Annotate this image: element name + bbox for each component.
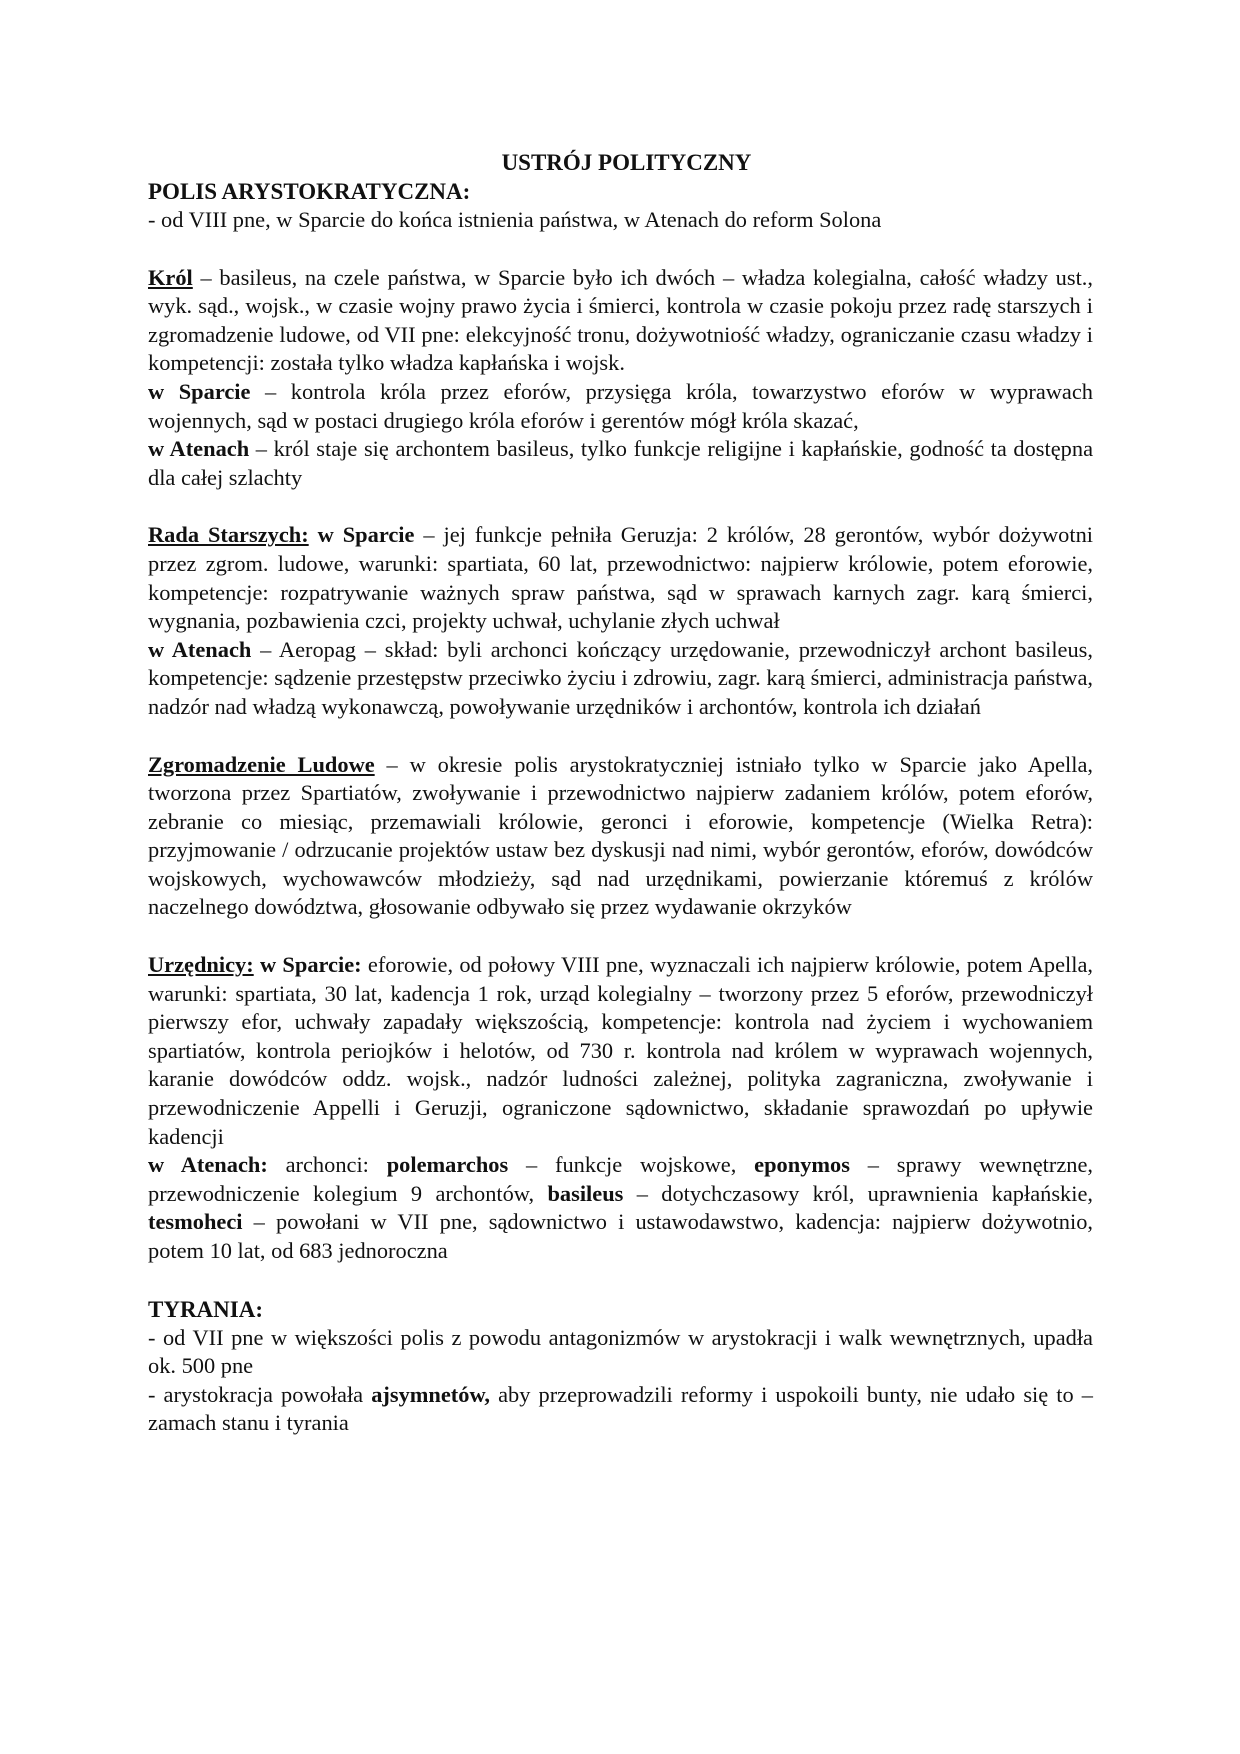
text-run: aby przeprowadzili reformy i uspokoili bunty, nie udało się to – zamach stanu i tyrania	[148, 1381, 1093, 1436]
text-run: – powołani w VII pne, sądownictwo i ustawodawstwo, kadencja: najpierw dożywotnio, potem 10 lat, od 683 jednoroczna	[148, 1209, 1093, 1263]
text-run: – sprawy wewnętrzne, przewodniczenie kolegium 9 archontów,	[148, 1152, 1093, 1206]
term-urzednicy: Urzędnicy:	[148, 952, 254, 978]
paragraph-krol	[148, 264, 1093, 378]
text-run: archonci:	[267, 1152, 387, 1178]
section-heading-tyrania: TYRANIA:	[148, 1296, 263, 1322]
spacer	[148, 492, 1093, 521]
text-run: - arystokracja powołała	[148, 1381, 372, 1407]
label-sparta: w Sparcie:	[253, 952, 362, 978]
krol-text: – basileus, na czele państwa, w Sparcie było ich dwóch – władza kolegialna, całość władzy ust., wyk. sąd., wojsk., w czasie wojny prawo życia i śmierci, kontrola w czasie pokoju przez radę starszych i zgromadzenie ludowe, od VII pne: elekcyjność tronu, dożywotniość władzy, ograniczanie czasu władzy i kompetencji: została tylko władza kapłańska i wojsk.	[148, 264, 1093, 376]
paragraph-tyrania-1: - od VII pne w większości polis z powodu antagonizmów w arystokracji i walk wewnętrznych, upadła ok. 500 pne	[148, 1324, 1093, 1379]
label-ateny: w Atenach:	[148, 1152, 268, 1178]
rada-sparta-text: – jej funkcje pełniła Geruzja: 2 królów, 28 gerontów, wybór dożywotni przez zgrom. ludowe, warunki: spartiata, 60 lat, przewodnictwo: najpierw królowie, potem eforowie, kompetencje: rozpatrywanie ważnych spraw państwa, sąd w sprawach karnych zagr. karą śmierci, wygnania, pozbawienia czci, projekty uchwał, uchylanie złych uchwał	[148, 522, 1093, 634]
term-tesmoheci: tesmoheci	[148, 1209, 243, 1235]
paragraph-urzednicy	[148, 951, 1093, 1151]
spacer	[148, 235, 1093, 264]
spacer	[148, 1266, 1093, 1295]
term-rada: Rada Starszych:	[148, 522, 309, 548]
krol-ateny-text: – król staje się archontem basileus, tylko funkcje religijne i kapłańskie, godność ta dostępna dla całej szlachty	[148, 436, 1094, 490]
spacer	[148, 922, 1093, 951]
text-run: – dotychczasowy król, uprawnienia kapłańskie,	[623, 1180, 1094, 1206]
paragraph-rada	[148, 521, 1093, 635]
term-ajsymnetow: ajsymnetów,	[371, 1381, 490, 1407]
page-title: USTRÓJ POLITYCZNY	[501, 150, 752, 175]
term-basileus: basileus	[547, 1180, 624, 1206]
paragraph-zgromadzenie	[148, 751, 1093, 923]
label-ateny: w Atenach	[148, 436, 250, 462]
rada-ateny-text: – Aeropag – skład: byli archonci kończący urzędowanie, przewodniczył archont basileus, kompetencje: sądzenie przestępstw przeciwko życiu i zdrowiu, zagr. karą śmierci, administracja państwa, nadzór nad władzą wykonawczą, powoływanie urzędników i archontów, kontrola ich działań	[148, 636, 1093, 719]
paragraph-tyrania-2	[148, 1381, 1093, 1438]
spacer	[148, 722, 1093, 751]
polis-intro: - od VIII pne, w Sparcie do końca istnienia państwa, w Atenach do reform Solona	[148, 207, 882, 232]
term-zgromadzenie: Zgromadzenie Ludowe	[148, 751, 375, 777]
paragraph-rada-ateny	[148, 636, 1093, 722]
urzednicy-sparta-text: eforowie, od połowy VIII pne, wyznaczali ich najpierw królowie, potem Apella, warunki: spartiata, 30 lat, kadencja 1 rok, urząd kolegialny – tworzony przez 5 eforów, przewodniczył pierwszy efor, uchwały zapadały większością, kompetencje: kontrola nad życiem i wychowaniem spartiatów, kontrola periojków i helotów, od 730 r. kontrola nad królem w wyprawach wojennych, karanie dowódców oddz. wojsk., nadzór ludności zależnej, polityka zagraniczna, zwoływanie i przewodniczenie Appelli i Geruzji, ograniczone sądownictwo, składanie sprawozdań po upływie kadencji	[148, 952, 1093, 1149]
label-sparta: w Sparcie	[308, 522, 415, 548]
paragraph-urzednicy-ateny	[148, 1151, 1093, 1265]
term-krol: Król	[148, 264, 193, 290]
paragraph-krol-sparta	[148, 378, 1093, 435]
zgromadzenie-text: – w okresie polis arystokratyczniej istniało tylko w Sparcie jako Apella, tworzona przez Spartiatów, zwoływanie i przewodnictwo najpierw zadaniem królów, potem eforów, zebranie co miesiąc, przemawiali królowie, geronci i eforowie, kompetencje (Wielka Retra): przyjmowanie / odrzucanie projektów ustaw bez dyskusji nad nimi, wybór gerontów, eforów, dowódców wojskowych, wychowawców młodzieży, sąd nad urzędnikami, powierzanie któremuś z królów naczelnego dowództwa, głosowanie odbywało się przez wydawanie okrzyków	[148, 751, 1093, 920]
paragraph-krol-ateny	[148, 435, 1093, 492]
term-polemarchos: polemarchos	[386, 1152, 509, 1178]
krol-sparta-text: – kontrola króla przez eforów, przysięga króla, towarzystwo eforów w wyprawach wojennych, sąd w postaci drugiego króla eforów i gerentów mógł króla skazać,	[148, 378, 1094, 433]
term-eponymos: eponymos	[754, 1152, 850, 1178]
label-ateny: w Atenach	[148, 636, 252, 662]
section-heading-polis: POLIS ARYSTOKRATYCZNA:	[148, 179, 471, 204]
text-run: – funkcje wojskowe,	[508, 1152, 755, 1178]
label-sparta: w Sparcie	[148, 378, 251, 404]
